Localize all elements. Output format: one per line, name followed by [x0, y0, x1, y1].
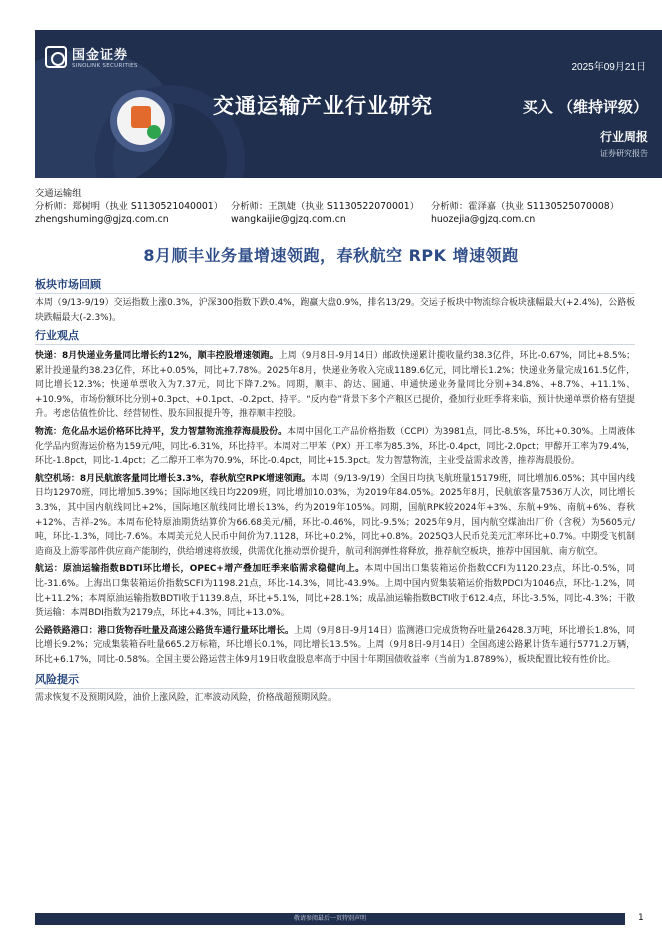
view-lead: 物流：危化品水运价格环比持平，发力智慧物流推荐海晨股份。 [35, 426, 288, 437]
industry-views-section [35, 327, 635, 706]
market-review-section [35, 276, 635, 325]
report-date: 2025年09月21日 [571, 62, 646, 73]
analyst-block [35, 187, 635, 226]
section-heading: 板块市场回顾 [35, 276, 635, 294]
view-lead: 航空机场：8月民航旅客量同比增长3.3%，春秋航空RPK增速领跑。 [35, 473, 311, 484]
view-text: 本周中国出口集装箱运价指数CCFI为1120.23点，环比-0.5%，同比-31.6%。上海出口集装箱运价指数SCFI为1198.21点，环比-14.3%，同比-43.9%。上周中国内贸集装箱运价指数PDCI为1046点，环比-1.2%，同比+11.2%；本周原油运输指数BDTI收于1139.8点，环比+5.1%，同比+28.1%；成品油运输指数BCTI收于612.4点，环比-3.5%，同比-4.3%；干散货运输：本周BDI指数为2179点，环比+4.3%，同比+13.0%。 [35, 564, 635, 619]
report-subtype: 证券研究报告 [600, 149, 648, 158]
footer-disclaimer: 敬请参阅最后一页特别声明 [35, 913, 625, 925]
logo-cn-text: 国金证券 [72, 48, 129, 63]
section-heading: 行业观点 [35, 327, 635, 345]
view-text: 本周（9/13-9/19）全国日均执飞航班量15179班，同比增加6.05%；其中国内线日均12970班，同比增加5.39%；国际地区线日均2209班，同比增加10.03%，为2019年84.05%。2025年8月，民航旅客量7536万人次，同比增长3.3%，其中国内航线同比+2%，国际地区航线同比增长13%，约为2019年105%。同期，国航RPK较2024年+3%、东航+9%、南航+6%、春秋+12%、吉祥-2%。本周布伦特原油期货结算价为66.68美元/桶，环比-0.46%，同比-9.5%；2025年9月，国内航空煤油出厂价（含税）为5605元/吨，环比-1.3%，同比-7.6%。本周美元兑人民币中间价为7.1128，环比+0.2%，同比+0.8%。2025Q3人民币兑美元汇率环比+0.7%。中期受飞机制造商及上游零部件供应商产能制约，供给增速将放缓，供需优化推动票价提升，航司利润弹性将释放，推荐航空板块，推荐中国国航、南方航空。 [35, 473, 636, 557]
analyst-name: 分析师：霍泽嘉（执业 S1130525070008） [431, 201, 620, 212]
view-item [35, 472, 635, 560]
view-item [35, 562, 635, 620]
analyst-emails [35, 213, 635, 226]
view-lead: 航运：原油运输指数BDTI环比增长，OPEC+增产叠加旺季来临需求稳健向上。 [35, 564, 365, 575]
main-headline: 8月顺丰业务量增速领跑，春秋航空 RPK 增速领跑 [143, 246, 519, 265]
rating-label: 买入 （维持评级） [522, 98, 648, 116]
market-review-text: 本周（9/13-9/19）交运指数上涨0.3%，沪深300指数下跌0.4%，跑赢大盘0.9%，排名13/29。交运子板块中物流综合板块涨幅最大(+2.4%)，公路板块跌幅最大(-2.3%)。 [35, 298, 635, 323]
company-logo [45, 44, 138, 69]
view-text: 上周（9月8日-9月14日）邮政快递累计揽收量约38.3亿件，环比-0.67%，同比+8.5%；累计投递量约38.23亿件，环比+0.05%，同比+7.78%。2025年8月，快递业务收入完成1189.6亿元，同比增长1.2%；快递业务量完成161.5亿件，同比增长12.3%；快递单票收入为7.37元，同比下降7.2%。同期，顺丰、韵达、圆通、申通快递业务量同比分别+34.8%、+8.7%、+11.1%、+10.9%，市场份额环比分别+0.3pct、+0.1pct、-0.2pct、持平。“反内卷”背景下多个产粮区已提价，叠加行业旺季将来临，预计快递单票价格有望提升。考虑估值性价比、经营韧性、股东回报提升等，推荐顺丰控股。 [35, 351, 636, 420]
sector-name: 交通运输组 [35, 188, 82, 199]
analyst-email-link[interactable]: zhengshuming@gjzq.com.cn [35, 214, 169, 225]
analyst-names [35, 200, 635, 213]
analyst-email-link[interactable]: huozejia@gjzq.com.cn [431, 214, 536, 225]
section-heading: 风险提示 [35, 671, 635, 689]
analyst-email-link[interactable]: wangkaijie@gjzq.com.cn [231, 214, 346, 225]
risk-text: 需求恢复不及预期风险，油价上涨风险，汇率波动风险，价格战超预期风险。 [35, 693, 337, 704]
report-type: 行业周报 [599, 130, 648, 144]
logo-en-text: SINOLINK SECURITIES [72, 63, 138, 69]
view-lead: 快递：8月快递业务量同比增长约12%，顺丰控股增速领跑。 [35, 351, 279, 361]
view-text: 本周中国化工产品价格指数（CCPI）为3981点，同比-8.5%，环比+0.30%。上周液体化学品内贸海运价格为159元/吨，同比-6.31%，环比持平。本周对二甲苯（PX）开工率为85.3%，环比-0.4pct，同比-2.0pct；甲醇开工率为79.4%，环比-1.8pct，同比-1.4pct；乙二醇开工率为70.9%，环比-0.4pct，同比+15.3pct。发力智慧物流，主业受益需求改善，推荐海晨股份。 [35, 426, 635, 467]
view-text: 上周（9月8日-9月14日）监测港口完成货物吞吐量26428.3万吨，环比增长1.8%，同比增长9.2%；完成集装箱吞吐量665.2万标箱，环比增长0.1%，同比增长13.5%。上周（9月8日-9月14日）全国高速公路累计货车通行5771.2万辆，环比+6.17%，同比-0.58%。全国主要公路运营主体9月19日收盘股息率高于中国十年期国债收益率（当前为1.8789%），板块配置比较有性价比。 [35, 625, 635, 665]
view-item [35, 425, 635, 469]
view-item [35, 349, 635, 422]
analyst-name: 分析师：王凯婕（执业 S1130522070001） [231, 201, 420, 212]
report-badge-icon [110, 90, 172, 152]
logo-mark-icon [45, 46, 67, 68]
analyst-name: 分析师：郑树明（执业 S1130521040001） [35, 201, 224, 212]
page-number: 1 [638, 913, 644, 923]
report-title: 交通运输产业行业研究 [213, 94, 433, 118]
view-lead: 公路铁路港口：港口货物吞吐量及高速公路货车通行量环比增长。 [35, 625, 294, 636]
view-item [35, 624, 635, 668]
header-banner [35, 30, 662, 178]
